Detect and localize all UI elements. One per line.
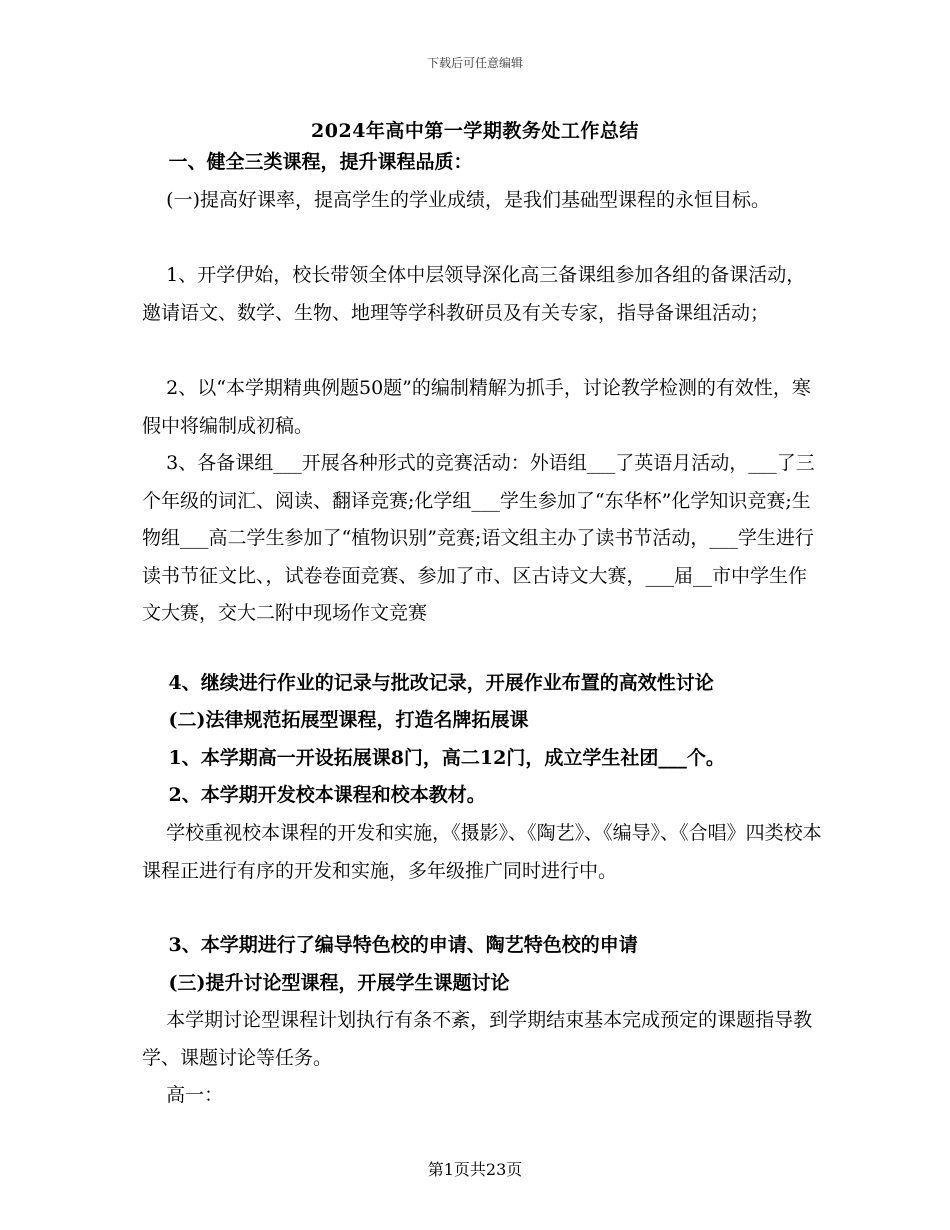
item-heading-2: 2、本学期开发校本课程和校本教材。	[142, 784, 486, 806]
subsection-heading-2: (二)法律规范拓展型课程，打造名牌拓展课	[142, 709, 529, 731]
paragraph-4: 3、各备课组___开展各种形式的竞赛活动：外语组___了英语月活动，___了三个年级的词汇、阅读、翻译竞赛;化学组___学生参加了“东华杯”化学知识竞赛;生物组___高二学生参加了“植物识别”竞赛;语文组主办了读书节活动，___学生进行读书节征文比、，试卷卷面竞赛、参加了市、区古诗文大赛，___届__市中学生作文大赛，交大二附中现场作文竞赛	[142, 452, 815, 624]
paragraph-6: 本学期讨论型课程计划执行有条不紊，到学期结束基本完成预定的课题指导教学、课题讨论等任务。	[142, 1009, 813, 1069]
item-heading-3: 3、本学期进行了编导特色校的申请、陶艺特色校的申请	[142, 934, 638, 956]
item-heading-1: 1、本学期高一开设拓展课8门，高二12门，成立学生社团___个。	[142, 747, 725, 769]
section-heading-1: 一、健全三类课程，提升课程品质：	[142, 151, 473, 173]
page-footer: 第1页共23页	[427, 1160, 523, 1179]
paragraph-5: 学校重视校本课程的开发和实施，《摄影》、《陶艺》、《编导》、《合唱》四类校本课程正进行有序的开发和实施，多年级推广同时进行中。	[142, 822, 822, 882]
page-header: 下载后可任意编辑	[426, 56, 523, 70]
paragraph-1: (一)提高好课率，提高学生的学业成绩，是我们基础型课程的永恒目标。	[142, 189, 770, 211]
item-heading-4: 4、继续进行作业的记录与批改记录，开展作业布置的高效性讨论	[142, 672, 714, 694]
subsection-heading-3: (三)提升讨论型课程，开展学生课题讨论	[142, 972, 510, 994]
paragraph-3: 2、以“本学期精典例题50题”的编制精解为抓手，讨论教学检测的有效性，寒假中将编制成初稿。	[142, 377, 811, 437]
document-title: 2024年高中第一学期教务处工作总结	[311, 120, 639, 142]
paragraph-7: 高一：	[142, 1084, 224, 1106]
paragraph-2: 1、开学伊始，校长带领全体中层领导深化高三备课组参加各组的备课活动，邀请语文、数学、生物、地理等学科教研员及有关专家，指导备课组活动；	[142, 264, 806, 324]
